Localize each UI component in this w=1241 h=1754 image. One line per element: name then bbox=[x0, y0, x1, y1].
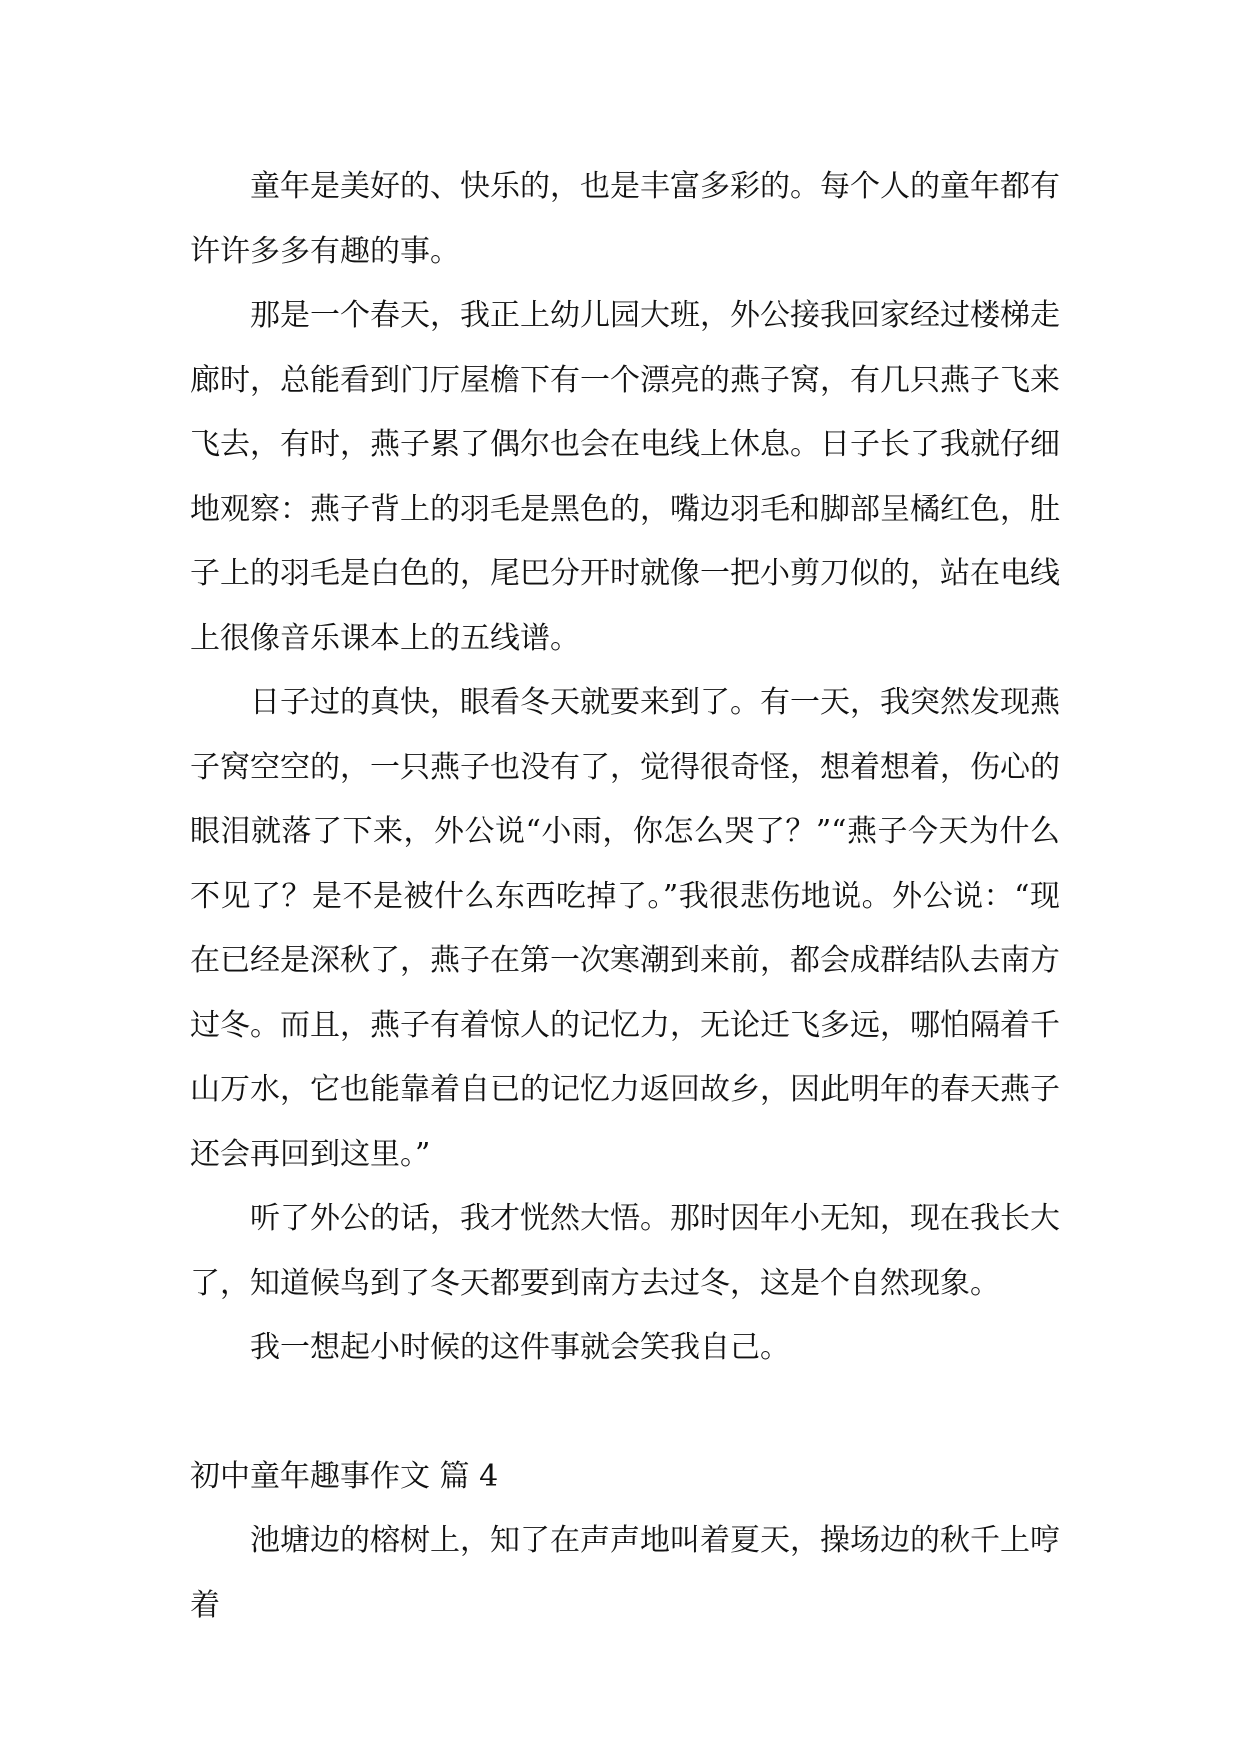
paragraph-3: 日子过的真快，眼看冬天就要来到了。有一天，我突然发现燕子窝空空的，一只燕子也没有了，觉得很奇怪，想着想着，伤心的眼泪就落了下来，外公说“小雨，你怎么哭了？”“燕子今天为什么不见了？是不是被什么东西吃掉了。”我很悲伤地说。外公说：“现在已经是深秋了，燕子在第一次寒潮到来前，都会成群结队去南方过冬。而且，燕子有着惊人的记忆力，无论迁飞多远，哪怕隔着千山万水，它也能靠着自已的记忆力返回故乡，因此明年的春天燕子还会再回到这里。” bbox=[190, 685, 1060, 1172]
paragraph-2: 那是一个春天，我正上幼儿园大班，外公接我回家经过楼梯走廊时，总能看到门厅屋檐下有一个漂亮的燕子窝，有几只燕子飞来飞去，有时，燕子累了偶尔也会在电线上休息。日子长了我就仔细地观察：燕子背上的羽毛是黑色的，嘴边羽毛和脚部呈橘红色，肚子上的羽毛是白色的，尾巴分开时就像一把小剪刀似的，站在电线上很像音乐课本上的五线谱。 bbox=[190, 298, 1060, 656]
paragraph-4: 听了外公的话，我才恍然大悟。那时因年小无知，现在我长大了，知道候鸟到了冬天都要到南方去过冬，这是个自然现象。 bbox=[190, 1201, 1060, 1301]
paragraph-5: 我一想起小时候的这件事就会笑我自己。 bbox=[250, 1330, 790, 1365]
document-body bbox=[190, 155, 1060, 1638]
paragraph-1: 童年是美好的、快乐的，也是丰富多彩的。每个人的童年都有许许多多有趣的事。 bbox=[190, 169, 1060, 269]
section-heading: 初中童年趣事作文 篇 4 bbox=[190, 1458, 499, 1494]
section-paragraph-1: 池塘边的榕树上，知了在声声地叫着夏天，操场边的秋千上哼着 bbox=[190, 1523, 1060, 1623]
